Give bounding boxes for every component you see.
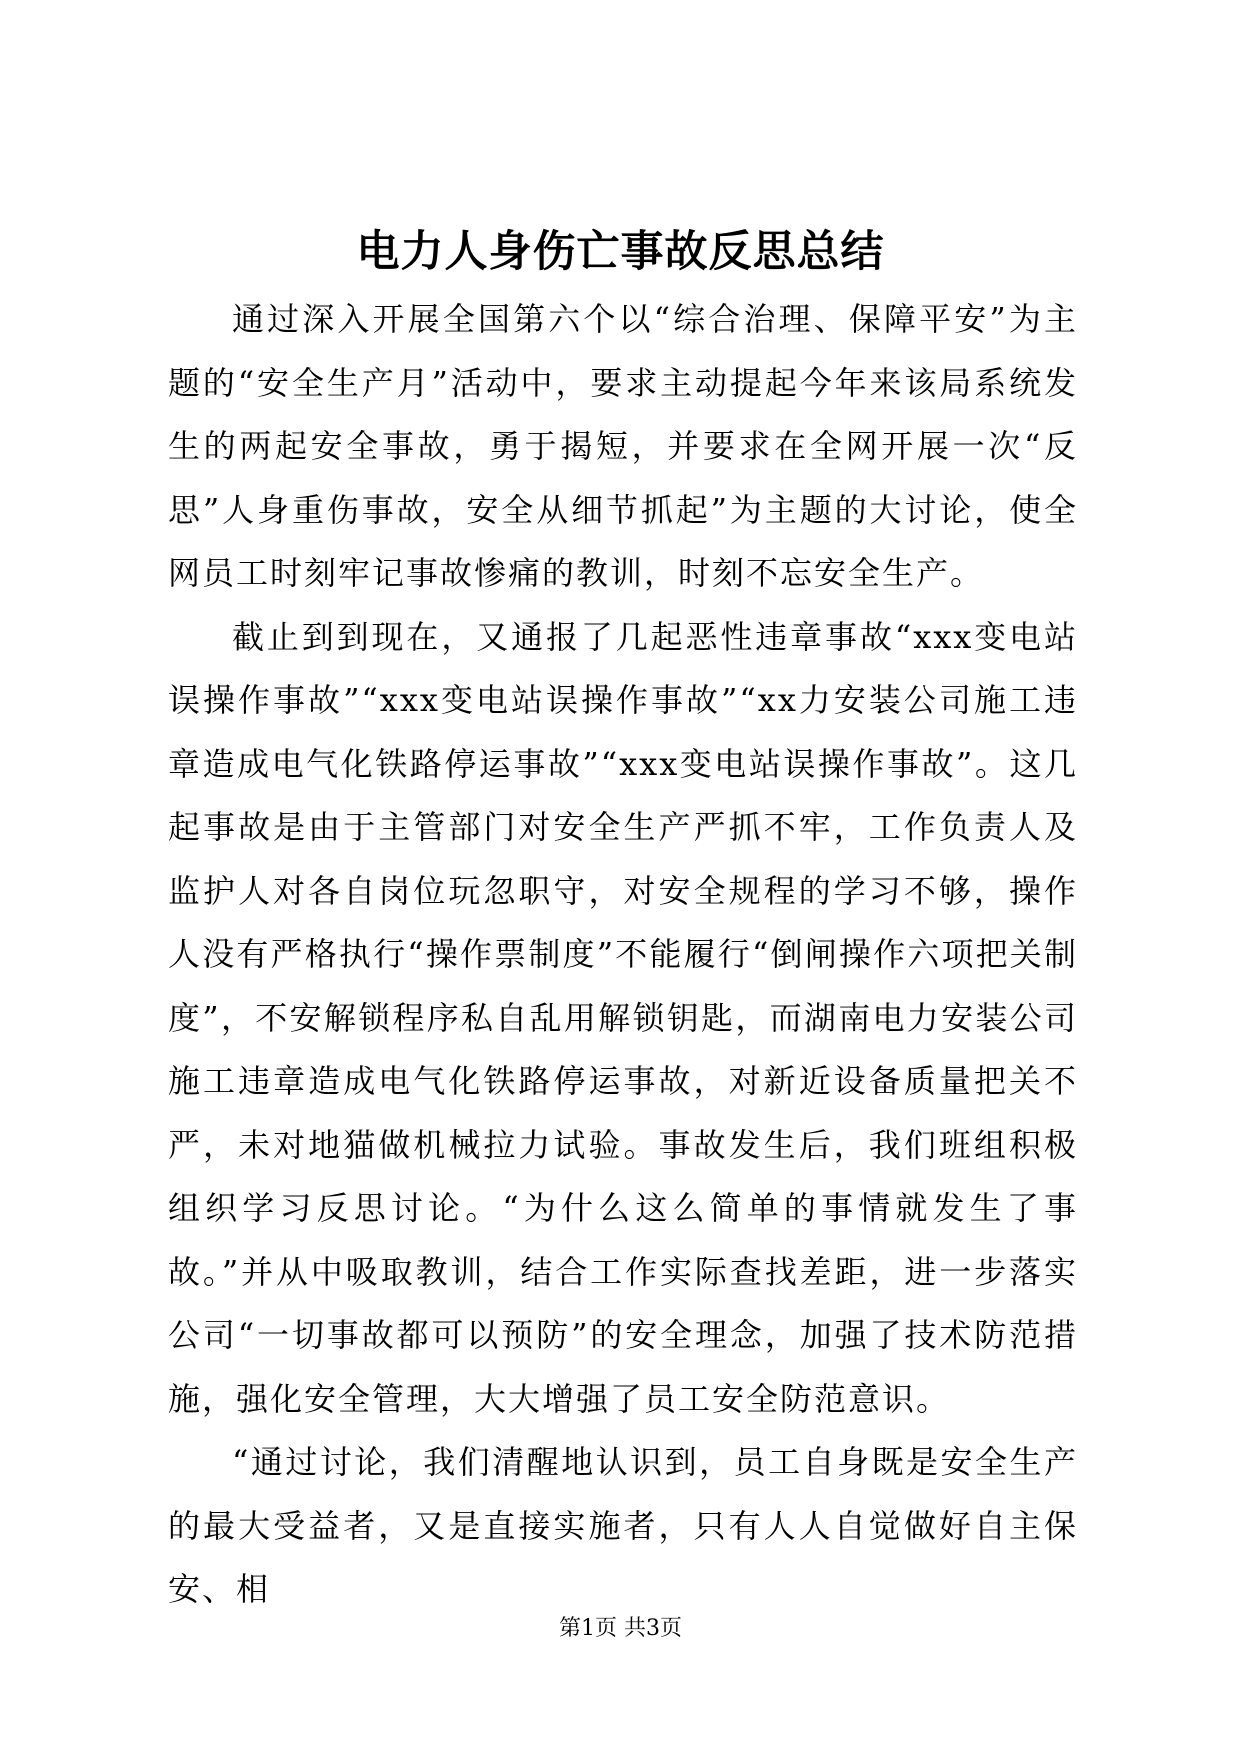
paragraph-discussion: “通过讨论，我们清醒地认识到，员工自身既是安全生产的最大受益者，又是直接实施者，只有人人自觉做好自主保安、相 xyxy=(168,1443,1078,1608)
document-body xyxy=(168,288,1078,1622)
paragraph-incidents: 截止到到现在，又通报了几起恶性违章事故“xxx变电站误操作事故”“xxx变电站误操作事故”“xx力安装公司施工违章造成电气化铁路停运事故”“xxx变电站误操作事故”。这几起事故是由于主管部门对安全生产严抓不牢，工作负责人及监护人对各自岗位玩忽职守，对安全规程的学习不够，操作人没有严格执行“操作票制度”不能履行“倒闸操作六项把关制度”，不安解锁程序私自乱用解锁钥匙，而湖南电力安装公司施工违章造成电气化铁路停运事故，对新近设备质量把关不严，未对地猫做机械拉力试验。事故发生后，我们班组积极组织学习反思讨论。“为什么这么简单的事情就发生了事故。”并从中吸取教训，结合工作实际查找差距，进一步落实公司“一切事故都可以预防”的安全理念，加强了技术防范措施，强化安全管理，大大增强了员工安全防范意识。 xyxy=(168,617,1078,1418)
page-footer: 第1页 共3页 xyxy=(559,1616,682,1641)
paragraph-intro: 通过深入开展全国第六个以“综合治理、保障平安”为主题的“安全生产月”活动中，要求主动提起今年来该局系统发生的两起安全事故，勇于揭短，并要求在全网开展一次“反思”人身重伤事故，安全从细节抓起”为主题的大讨论，使全网员工时刻牢记事故惨痛的教训，时刻不忘安全生产。 xyxy=(168,300,1078,592)
document-title: 电力人身伤亡事故反思总结 xyxy=(356,227,885,277)
